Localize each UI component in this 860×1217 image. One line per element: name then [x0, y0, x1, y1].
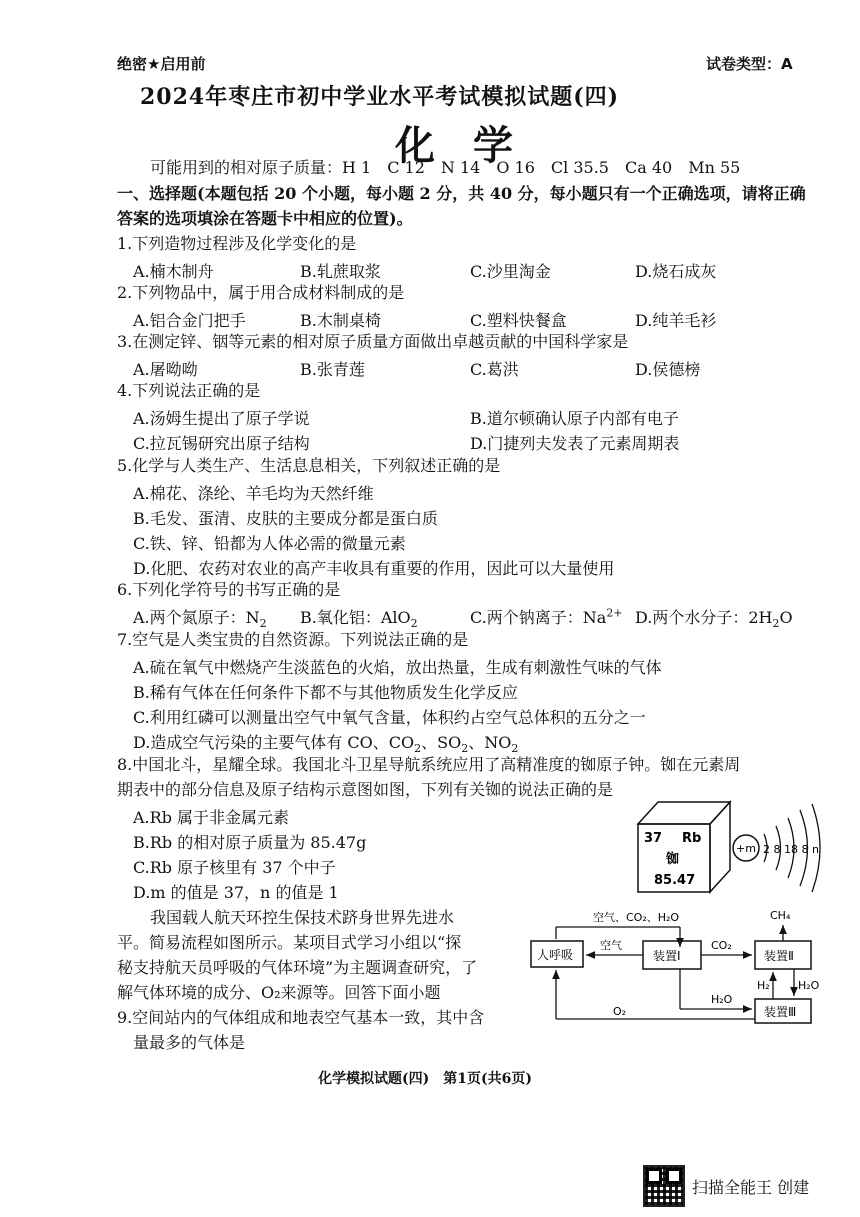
question-4-option-d: D.门捷列夫发表了元素周期表: [470, 434, 680, 453]
question-2-option-b: B.木制桌椅: [300, 311, 381, 330]
question-6-option-c: C.两个钠离子：$Na^{2+}$: [470, 606, 623, 627]
exam-title: 2024年枣庄市初中学业水平考试模拟试题(四): [140, 84, 620, 110]
question-4-option-b: B.道尔顿确认原子内部有电子: [470, 409, 679, 428]
question-7-stem: 7.空气是人类宝贵的自然资源。下列说法正确的是: [117, 630, 469, 649]
question-6-option-d: D.两个水分子：$2H_2O$: [635, 608, 793, 631]
section-instruction-2: 答案的选项填涂在答题卡中相应的位置)。: [117, 209, 413, 228]
question-8-stem-2: 期表中的部分信息及原子结构示意图如图，下列有关铷的说法正确的是: [117, 780, 614, 799]
subject-title: 化学: [395, 122, 551, 169]
flow-h2-label: H₂: [757, 979, 770, 992]
question-1-stem: 1.下列造物过程涉及化学变化的是: [117, 234, 357, 253]
qr-code-icon: [643, 1165, 685, 1207]
question-2-option-a: A.铝合金门把手: [133, 311, 246, 330]
question-9-stem-1: 9.空间站内的气体组成和地表空气基本一致，其中含: [117, 1008, 485, 1027]
flow-co2-label: CO₂: [711, 939, 732, 952]
flow-device-1: 装置Ⅰ: [653, 949, 681, 963]
question-9-stem-2: 量最多的气体是: [133, 1033, 246, 1052]
question-6-stem: 6.下列化学符号的书写正确的是: [117, 580, 341, 599]
element-number: 37: [644, 831, 663, 846]
flow-input-label: 空气、CO₂、H₂O: [593, 911, 680, 924]
question-3-option-b: B.张青莲: [300, 360, 365, 379]
question-4-option-c: C.拉瓦锡研究出原子结构: [133, 434, 310, 453]
passage-line-1: 我国载人航天环控生保技术跻身世界先进水: [150, 908, 455, 927]
question-7-option-b: B.稀有气体在任何条件下都不与其他物质发生化学反应: [133, 683, 518, 702]
question-8-option-b: B.Rb 的相对原子质量为 85.47g: [133, 833, 367, 852]
question-3-stem: 3.在测定锌、铟等元素的相对原子质量方面做出卓越贡献的中国科学家是: [117, 332, 629, 351]
flow-air-label: 空气: [600, 939, 622, 952]
section-instruction-1: 一、选择题(本题包括 20 个小题，每小题 2 分，共 40 分，每小题只有一个正确选项，请将正确: [117, 184, 806, 203]
passage-line-2: 平。简易流程如图所示。某项目式学习小组以“探: [117, 933, 462, 952]
flow-diagram: [528, 905, 828, 1030]
secret-label: 绝密★启用前: [117, 55, 206, 73]
question-7-option-c: C.利用红磷可以测量出空气中氧气含量，体积约占空气总体积的五分之一: [133, 708, 646, 727]
flow-device-2: 装置Ⅱ: [764, 949, 794, 963]
paper-type-label: 试卷类型：A: [706, 55, 793, 73]
question-7-option-d: D.造成空气污染的主要气体有 CO、$CO_2$、$SO_2$、$NO_2$: [133, 733, 519, 756]
question-4-stem: 4.下列说法正确的是: [117, 381, 261, 400]
question-1-option-c: C.沙里淘金: [470, 262, 551, 281]
question-5-stem: 5.化学与人类生产、生活息息相关，下列叙述正确的是: [117, 456, 501, 475]
question-1-option-d: D.烧石成灰: [635, 262, 717, 281]
flow-device-3: 装置Ⅲ: [764, 1005, 797, 1019]
page-footer: 化学模拟试题(四) 第1页(共6页): [318, 1071, 532, 1087]
element-name: 铷: [666, 852, 680, 867]
question-5-option-d: D.化肥、农药对农业的高产丰收具有重要的作用，因此可以大量使用: [133, 559, 615, 578]
question-1-option-b: B.轧蔗取浆: [300, 262, 381, 281]
question-8-option-a: A.Rb 属于非金属元素: [133, 808, 290, 827]
question-8-option-c: C.Rb 原子核里有 37 个中子: [133, 858, 336, 877]
question-6-option-b: B.氧化铝：AlO$_2$: [300, 608, 418, 631]
element-mass: 85.47: [654, 873, 696, 888]
question-5-option-c: C.铁、锌、铅都为人体必需的微量元素: [133, 534, 406, 553]
question-8-option-d: D.m 的值是 37，n 的值是 1: [133, 883, 339, 902]
nucleus-charge: +m: [736, 842, 756, 855]
question-3-option-d: D.侯德榜: [635, 360, 701, 379]
question-2-option-c: C.塑料快餐盒: [470, 311, 567, 330]
passage-line-3: 秘支持航天员呼吸的气体环境”为主题调查研究，了: [117, 958, 478, 977]
element-symbol: Rb: [682, 831, 702, 846]
flow-o2-label: O₂: [613, 1005, 627, 1018]
question-3-option-a: A.屠呦呦: [133, 360, 198, 379]
question-7-option-a: A.硫在氧气中燃烧产生淡蓝色的火焰，放出热量，生成有刺激性气味的气体: [133, 658, 662, 677]
question-1-option-a: A.楠木制舟: [133, 262, 214, 281]
question-5-option-b: B.毛发、蛋清、皮肤的主要成分都是蛋白质: [133, 509, 438, 528]
electron-shells: 2 8 18 8 n: [763, 843, 819, 856]
flow-h2o-right-label: H₂O: [798, 979, 820, 992]
flow-h2o-label: H₂O: [711, 993, 733, 1006]
scanner-watermark: 扫描全能王 创建: [692, 1178, 810, 1197]
element-cube: [638, 802, 730, 892]
rubidium-diagram: [636, 798, 826, 898]
flow-human: 人呼吸: [537, 948, 574, 962]
question-5-option-a: A.棉花、涤纶、羊毛均为天然纤维: [133, 484, 374, 503]
question-2-stem: 2.下列物品中，属于用合成材料制成的是: [117, 283, 405, 302]
flow-ch4-label: CH₄: [770, 909, 791, 922]
passage-line-4: 解气体环境的成分、O₂来源等。回答下面小题: [117, 983, 441, 1002]
question-2-option-d: D.纯羊毛衫: [635, 311, 717, 330]
atomic-masses: 可能用到的相对原子质量：H 1 C 12 N 14 O 16 Cl 35.5 Ca 40 Mn 55: [150, 158, 741, 177]
question-8-stem-1: 8.中国北斗，星耀全球。我国北斗卫星导航系统应用了高精准度的铷原子钟。铷在元素周: [117, 755, 741, 774]
question-3-option-c: C.葛洪: [470, 360, 519, 379]
question-6-option-a: A.两个氮原子：$N_2$: [133, 608, 267, 631]
atom-structure: [733, 804, 820, 892]
question-4-option-a: A.汤姆生提出了原子学说: [133, 409, 310, 428]
